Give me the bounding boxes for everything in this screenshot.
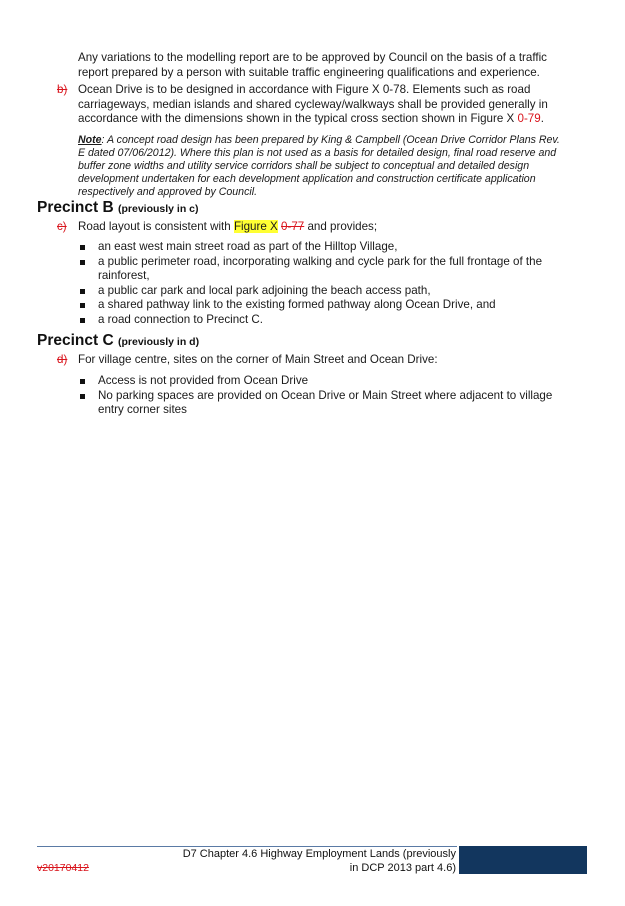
bullet-square-icon (80, 260, 85, 265)
list-item: a shared pathway link to the existing formed pathway along Ocean Drive, and (78, 298, 568, 313)
precinct-c-title: Precinct C (37, 332, 114, 349)
note-paragraph (78, 134, 568, 199)
precinct-c-bullet-list (78, 374, 568, 418)
list-item: Access is not provided from Ocean Drive (78, 374, 568, 389)
list-item: No parking spaces are provided on Ocean Drive or Main Street where adjacent to village entry corner sites (78, 389, 568, 418)
item-c-struck-ref: 0-77 (281, 220, 305, 233)
bullet-square-icon (80, 379, 85, 384)
item-c-highlight: Figure X (233, 220, 278, 233)
precinct-b-bullet-list (78, 240, 568, 327)
item-b-marker: b) (57, 83, 68, 96)
footer-color-box (459, 846, 587, 874)
item-d-paragraph: For village centre, sites on the corner of Main Street and Ocean Drive: (78, 353, 438, 366)
bullet-square-icon (80, 245, 85, 250)
footer-line-2: in DCP 2013 part 4.6) (349, 862, 456, 874)
bullet-square-icon (80, 394, 85, 399)
bullet-square-icon (80, 303, 85, 308)
precinct-c-sub: (previously in d) (117, 336, 200, 348)
precinct-c-heading (37, 332, 199, 351)
list-item: a road connection to Precinct C. (78, 313, 568, 328)
item-b-text-end: . (540, 112, 544, 125)
bullet-square-icon (80, 318, 85, 323)
note-label: Note (78, 134, 102, 146)
precinct-b-sub: (previously in c) (117, 203, 199, 215)
item-b-figure-ref: 0-79 (517, 112, 541, 125)
item-d-marker: d) (57, 353, 68, 366)
footer-line-1: D7 Chapter 4.6 Highway Employment Lands (previously (182, 848, 456, 860)
footer-title (160, 847, 456, 875)
item-c-text-end: and provides; (304, 220, 378, 233)
precinct-b-heading (37, 199, 199, 218)
note-text: : A concept road design has been prepared by King & Campbell (Ocean Drive Corridor Plans Rev. E dated 07/06/2012). Where this plan is not used as a basis for detailed design, final road reserve and buffer zone widths and utility service corridors shall be subject to conceptual and detailed design development undertaken for each development application and construction certificate application respectively and approved by Council. (78, 134, 560, 198)
intro-paragraph: Any variations to the modelling report are to be approved by Council on the basis of a traffic report prepared by a person with suitable traffic engineering qualifications and experience. (78, 51, 547, 79)
precinct-b-title: Precinct B (37, 199, 114, 216)
footer-version: v20170412 (37, 862, 89, 874)
item-c-text: Road layout is consistent with (78, 220, 234, 233)
list-item: a public perimeter road, incorporating walking and cycle park for the full frontage of the rainforest, (78, 255, 568, 284)
list-item: an east west main street road as part of the Hilltop Village, (78, 240, 568, 255)
bullet-square-icon (80, 289, 85, 294)
item-b-paragraph (78, 83, 568, 127)
list-item: a public car park and local park adjoining the beach access path, (78, 284, 568, 299)
item-b-text: Ocean Drive is to be designed in accordance with Figure X 0-78. Elements such as road carriageways, median islands and shared cycleway/walkways shall be provided generally in accordance with the dimensions shown in the typical cross section shown in Figure X (78, 83, 548, 125)
item-c-marker: c) (57, 220, 67, 233)
item-c-paragraph (78, 220, 568, 235)
